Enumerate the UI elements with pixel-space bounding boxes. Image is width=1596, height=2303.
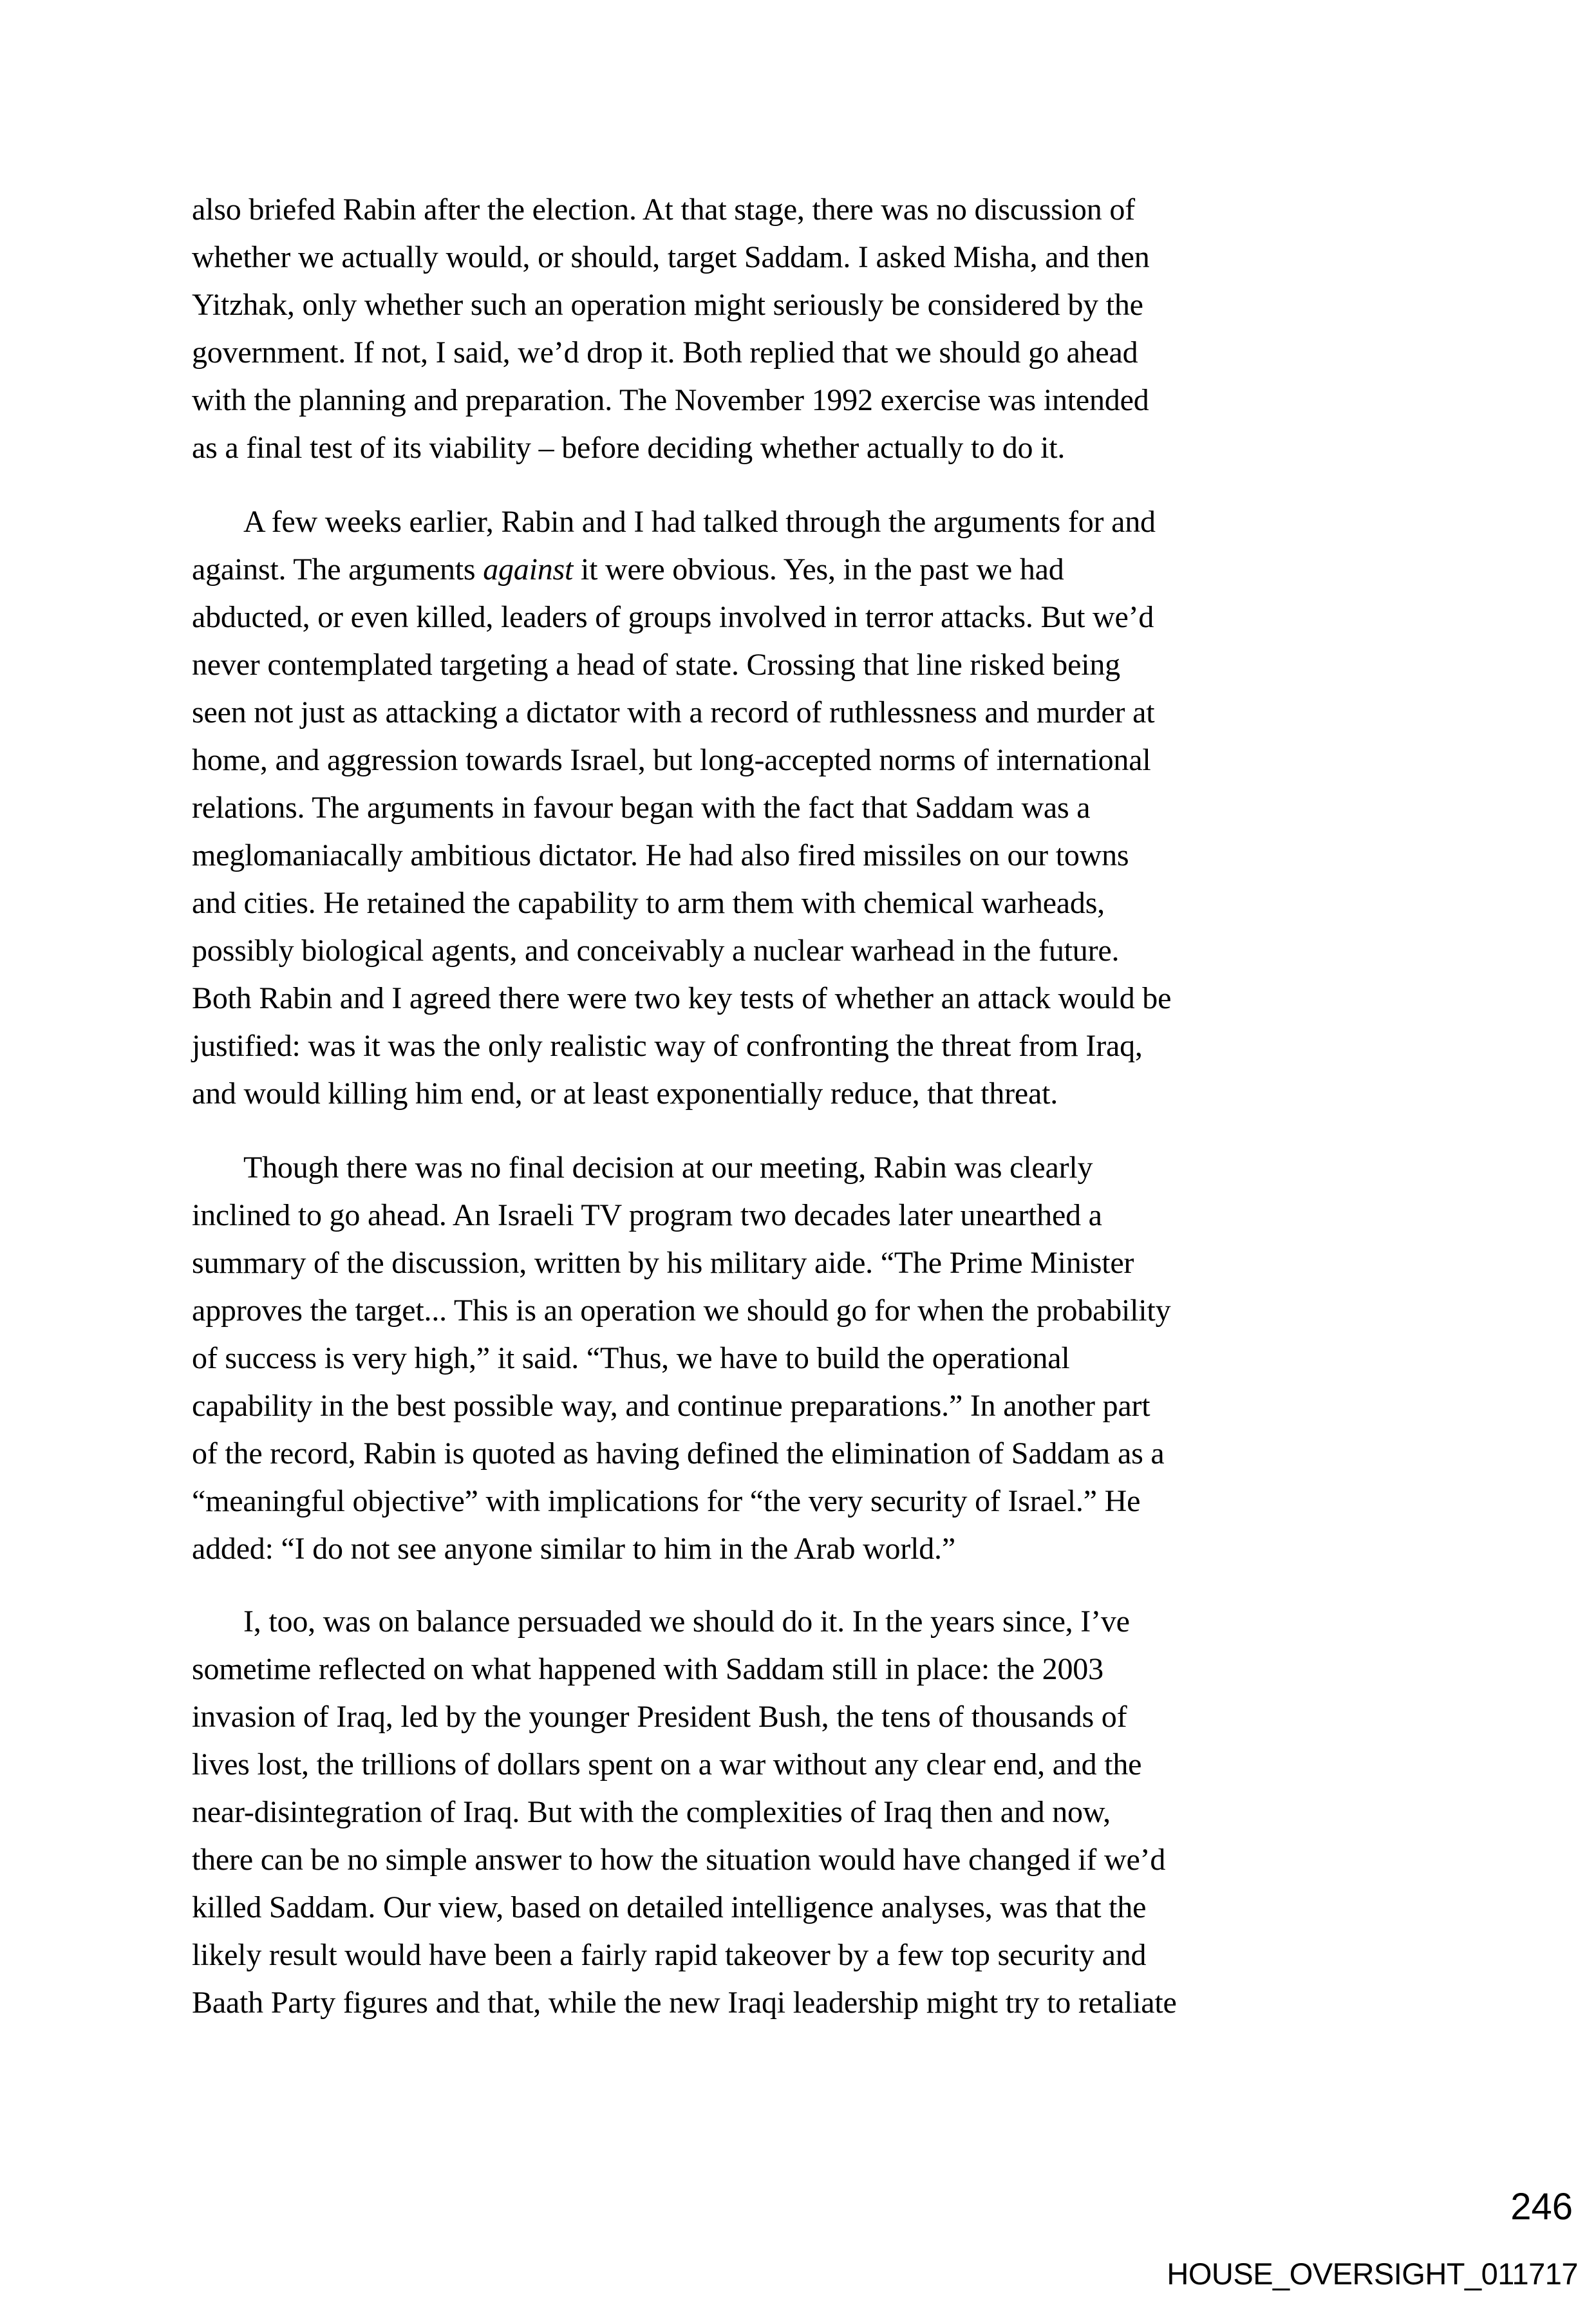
- text-line: [192, 377, 1150, 424]
- text-line: [192, 927, 1171, 975]
- page-number: 246: [1510, 2186, 1573, 2228]
- text-line: [192, 641, 1171, 689]
- text-line: [192, 1192, 1170, 1239]
- text-segment: Though there was no final decision at our meeting, Rabin was clearly: [243, 1151, 1093, 1185]
- paragraph: [192, 498, 1171, 1118]
- text-line: [192, 832, 1171, 879]
- text-line: [192, 879, 1171, 927]
- text-line: [192, 689, 1171, 737]
- text-line: [192, 498, 1171, 546]
- text-line: [192, 1646, 1177, 1693]
- text-segment: Both Rabin and I agreed there were two key tests of whether an attack would be: [192, 981, 1172, 1015]
- text-segment: killed Saddam. Our view, based on detailed intelligence analyses, was that the: [192, 1890, 1147, 1924]
- text-segment: there can be no simple answer to how the situation would have changed if we’d: [192, 1843, 1166, 1877]
- text-line: [192, 186, 1150, 234]
- text-segment: added: “I do not see anyone similar to him in the Arab world.”: [192, 1532, 955, 1566]
- text-segment: also briefed Rabin after the election. At that stage, there was no discussion of: [192, 193, 1135, 227]
- text-line: [192, 1598, 1177, 1646]
- text-segment: with the planning and preparation. The November 1992 exercise was intended: [192, 383, 1149, 417]
- text-line: [192, 1693, 1177, 1741]
- text-segment: sometime reflected on what happened with Saddam still in place: the 2003: [192, 1652, 1103, 1686]
- text-segment: against. The arguments: [192, 552, 483, 587]
- text-segment: near-disintegration of Iraq. But with the complexities of Iraq then and now,: [192, 1795, 1111, 1829]
- text-line: [192, 1022, 1171, 1070]
- text-line: [192, 1239, 1170, 1287]
- text-line: [192, 737, 1171, 784]
- text-segment: capability in the best possible way, and continue preparations.” In another part: [192, 1389, 1150, 1423]
- text-segment: never contemplated targeting a head of state. Crossing that line risked being: [192, 648, 1120, 682]
- text-line: [192, 281, 1150, 329]
- text-line: [192, 1932, 1177, 1979]
- text-line: [192, 1382, 1170, 1430]
- text-segment: inclined to go ahead. An Israeli TV program two decades later unearthed a: [192, 1198, 1102, 1232]
- text-line: [192, 1525, 1170, 1573]
- text-segment: Baath Party figures and that, while the new Iraqi leadership might try to retaliate: [192, 1986, 1177, 2020]
- text-segment: and would killing him end, or at least exponentially reduce, that threat.: [192, 1076, 1058, 1111]
- text-segment: seen not just as attacking a dictator with a record of ruthlessness and murder at: [192, 695, 1155, 729]
- text-segment: whether we actually would, or should, target Saddam. I asked Misha, and then: [192, 240, 1150, 274]
- text-segment: likely result would have been a fairly rapid takeover by a few top security and: [192, 1938, 1147, 1972]
- text-segment: home, and aggression towards Israel, but long-accepted norms of international: [192, 743, 1151, 777]
- text-segment: lives lost, the trillions of dollars spent on a war without any clear end, and the: [192, 1747, 1142, 1781]
- text-segment: of the record, Rabin is quoted as having defined the elimination of Saddam as a: [192, 1436, 1165, 1471]
- text-line: [192, 1979, 1177, 2027]
- text-segment: I, too, was on balance persuaded we should do it. In the years since, I’ve: [243, 1604, 1130, 1639]
- text-line: [192, 1335, 1170, 1382]
- text-segment: of success is very high,” it said. “Thus, we have to build the operational: [192, 1341, 1070, 1375]
- text-line: [192, 329, 1150, 377]
- text-segment: government. If not, I said, we’d drop it. Both replied that we should go ahead: [192, 335, 1138, 370]
- text-segment: A few weeks earlier, Rabin and I had talked through the arguments for and: [243, 505, 1156, 539]
- text-line: [192, 1430, 1170, 1478]
- text-segment: and cities. He retained the capability to arm them with chemical warheads,: [192, 886, 1105, 920]
- text-line: [192, 1741, 1177, 1789]
- paragraph: [192, 1598, 1177, 2027]
- text-segment: abducted, or even killed, leaders of groups involved in terror attacks. But we’d: [192, 600, 1154, 634]
- text-line: [192, 1836, 1177, 1884]
- text-segment: invasion of Iraq, led by the younger President Bush, the tens of thousands of: [192, 1700, 1127, 1734]
- italic-text-segment: against: [483, 552, 574, 587]
- text-segment: possibly biological agents, and conceivably a nuclear warhead in the future.: [192, 934, 1120, 968]
- paragraph: [192, 186, 1150, 472]
- text-line: [192, 1789, 1177, 1836]
- text-line: [192, 594, 1171, 641]
- text-segment: Yitzhak, only whether such an operation might seriously be considered by the: [192, 288, 1143, 322]
- text-line: [192, 1144, 1170, 1192]
- text-segment: as a final test of its viability – before deciding whether actually to do it.: [192, 431, 1066, 465]
- text-line: [192, 784, 1171, 832]
- text-segment: “meaningful objective” with implications for “the very security of Israel.” He: [192, 1484, 1141, 1518]
- text-line: [192, 424, 1150, 472]
- text-segment: approves the target... This is an operation we should go for when the probability: [192, 1293, 1171, 1328]
- text-segment: relations. The arguments in favour began with the fact that Saddam was a: [192, 791, 1091, 825]
- text-segment: summary of the discussion, written by his military aide. “The Prime Minister: [192, 1246, 1134, 1280]
- text-line: [192, 1478, 1170, 1525]
- text-line: [192, 1070, 1171, 1118]
- text-line: [192, 975, 1171, 1022]
- text-segment: it were obvious. Yes, in the past we had: [573, 552, 1064, 587]
- text-line: [192, 1287, 1170, 1335]
- paragraph: [192, 1144, 1170, 1573]
- text-segment: justified: was it was the only realistic way of confronting the threat from Iraq,: [192, 1029, 1143, 1063]
- text-line: [192, 234, 1150, 281]
- text-line: [192, 546, 1171, 594]
- bates-stamp: HOUSE_OVERSIGHT_011717: [1167, 2257, 1578, 2291]
- text-segment: meglomaniacally ambitious dictator. He had also fired missiles on our towns: [192, 838, 1129, 872]
- text-line: [192, 1884, 1177, 1932]
